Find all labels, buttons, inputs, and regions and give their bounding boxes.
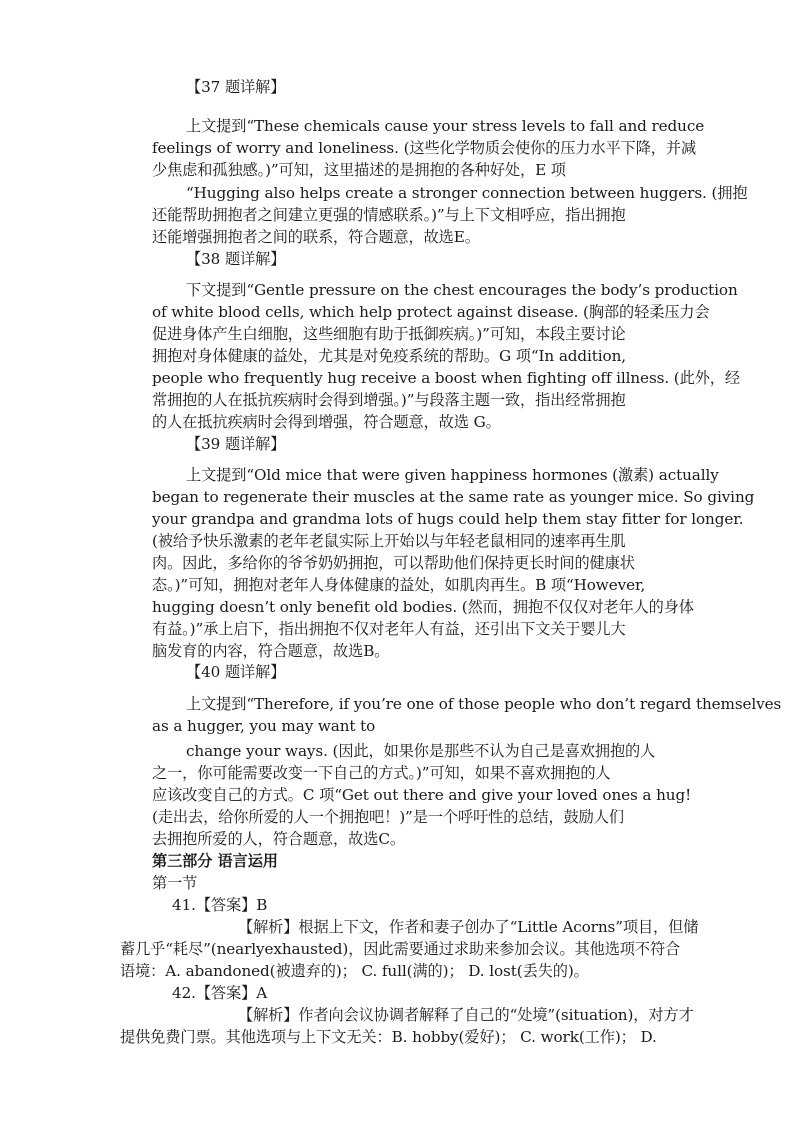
- answer-41: 41.【答案】B: [172, 896, 268, 914]
- analysis-line: 【解析】作者向会议协调者解释了自己的“处境”(situation)，对方才: [238, 1006, 694, 1024]
- paragraph-line: feelings of worry and loneliness. (这些化学物质会使你的压力水平下降，并减: [152, 139, 697, 157]
- paragraph-line: 去拥抱所爱的人，符合题意，故选C。: [152, 830, 405, 848]
- section-heading-37: 【37 题详解】: [186, 78, 286, 96]
- paragraph-line: 的人在抵抗疾病时会得到增强，符合题意，故选 G。: [152, 413, 501, 431]
- paragraph-line: 拥抱对身体健康的益处，尤其是对免疫系统的帮助。G 项“In addition,: [152, 347, 627, 365]
- paragraph-line: 常拥抱的人在抵抗疾病时会得到增强。)”与段落主题一致，指出经常拥抱: [152, 391, 626, 409]
- analysis-line: 提供免费门票。其他选项与上下文无关：B. hobby(爱好)； C. work(工作)； D.: [120, 1028, 657, 1046]
- paragraph-line: 还能帮助拥抱者之间建立更强的情感联系。)”与上下文相呼应，指出拥抱: [152, 206, 626, 224]
- paragraph-line: (走出去，给你所爱的人一个拥抱吧！)”是一个呼吁性的总结，鼓励人们: [152, 808, 624, 826]
- paragraph-line: people who frequently hug receive a boost when fighting off illness. (此外，经: [152, 369, 740, 387]
- paragraph-line: (被给予快乐激素的老年老鼠实际上开始以与年轻老鼠相同的速率再生肌: [152, 532, 626, 550]
- section-heading-40: 【40 题详解】: [186, 663, 286, 681]
- analysis-line: 【解析】根据上下文，作者和妻子创办了“Little Acorns”项目，但储: [238, 918, 699, 936]
- section-heading-38: 【38 题详解】: [186, 250, 286, 268]
- paragraph-line: 肉。因此，多给你的爷爷奶奶拥抱，可以帮助他们保持更长时间的健康状: [152, 554, 635, 572]
- subsection-heading: 第一节: [152, 874, 198, 892]
- paragraph-line: change your ways. (因此，如果你是那些不认为自己是喜欢拥抱的人: [186, 742, 656, 760]
- paragraph-line: 少焦虑和孤独感。)”可知，这里描述的是拥抱的各种好处，E 项: [152, 161, 566, 179]
- paragraph-line: 下文提到“Gentle pressure on the chest encourages the body’s production: [186, 281, 738, 299]
- paragraph-line: 上文提到“Therefore, if you’re one of those people who don’t regard themselves: [186, 695, 782, 713]
- paragraph-line: 态。)”可知，拥抱对老年人身体健康的益处，如肌肉再生。B 项“However,: [152, 576, 646, 594]
- analysis-line: 蓄几乎“耗尽”(nearlyexhausted)，因此需要通过求助来参加会议。其他选项不符合: [120, 940, 681, 958]
- paragraph-line: 应该改变自己的方式。C 项“Get out there and give your loved ones a hug!: [152, 786, 692, 804]
- answer-42: 42.【答案】A: [172, 984, 268, 1002]
- paragraph-line: hugging doesn’t only benefit old bodies. (然而，拥抱不仅仅对老年人的身体: [152, 598, 694, 616]
- paragraph-line: 上文提到“Old mice that were given happiness hormones (激素) actually: [186, 466, 719, 484]
- paragraph-line: “Hugging also helps create a stronger connection between huggers. (拥抱: [186, 184, 748, 202]
- paragraph-line: 还能增强拥抱者之间的联系，符合题意，故选E。: [152, 228, 480, 246]
- paragraph-line: your grandpa and grandma lots of hugs could help them stay fitter for longer.: [152, 510, 744, 528]
- paragraph-line: 有益。)”承上启下，指出拥抱不仅对老年人有益，还引出下文关于婴儿大: [152, 620, 626, 638]
- paragraph-line: 促进身体产生白细胞，这些细胞有助于抵御疾病。)”可知，本段主要讨论: [152, 325, 626, 343]
- paragraph-line: of white blood cells, which help protect against disease. (胸部的轻柔压力会: [152, 303, 710, 321]
- analysis-line: 语境：A. abandoned(被遗弃的)； C. full(满的)； D. lost(丢失的)。: [120, 962, 589, 980]
- part-heading: 第三部分 语言运用: [152, 852, 278, 870]
- paragraph-line: as a hugger, you may want to: [152, 717, 376, 735]
- paragraph-line: 脑发育的内容，符合题意，故选B。: [152, 642, 390, 660]
- paragraph-line: 上文提到“These chemicals cause your stress levels to fall and reduce: [186, 117, 705, 135]
- paragraph-line: 之一，你可能需要改变一下自己的方式。)”可知，如果不喜欢拥抱的人: [152, 764, 611, 782]
- section-heading-39: 【39 题详解】: [186, 435, 286, 453]
- paragraph-line: began to regenerate their muscles at the same rate as younger mice. So giving: [152, 488, 755, 506]
